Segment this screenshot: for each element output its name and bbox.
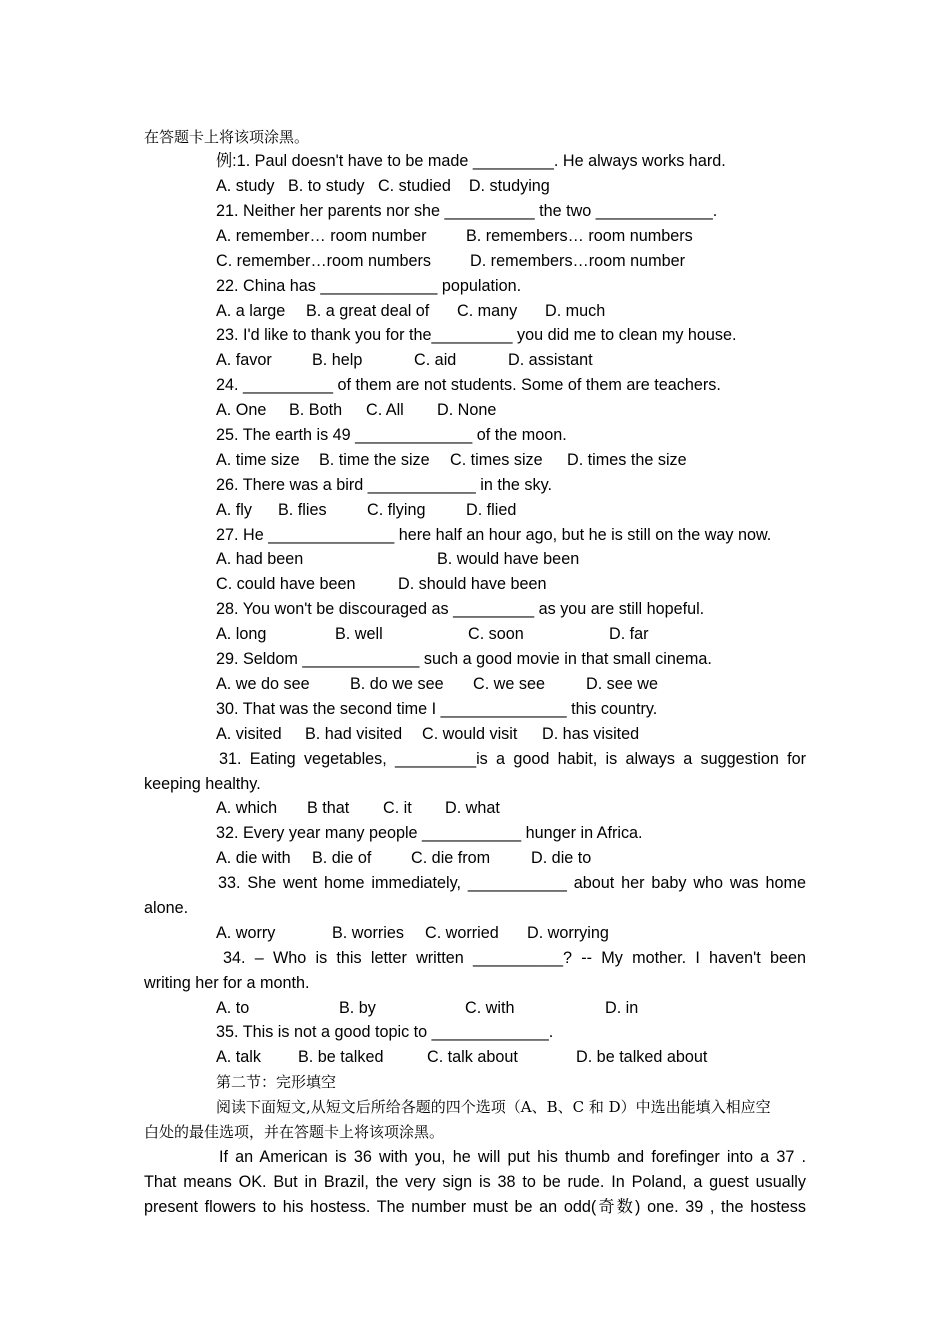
- option-b: B. time the size: [319, 451, 430, 469]
- option-c: C. soon: [468, 625, 524, 643]
- option-a: A. remember… room number: [216, 227, 427, 245]
- option-d: D. in: [605, 999, 639, 1017]
- question-31-options: [216, 796, 806, 821]
- option-d: D. be talked about: [576, 1048, 708, 1066]
- question-35-options: [216, 1045, 806, 1070]
- option-c: C. flying: [367, 501, 426, 519]
- option-a: A. time size: [216, 451, 300, 469]
- question-27: 27. He ______________ here half an hour ago, but he is still on the way now.: [216, 526, 772, 544]
- option-b: B. by: [339, 999, 376, 1017]
- question-27-options-ab: [216, 547, 806, 572]
- option-a: A. fly: [216, 501, 252, 519]
- option-c: C. with: [465, 999, 515, 1017]
- question-31: 31. Eating vegetables, _________is a good habit, is always a suggestion for: [219, 750, 806, 768]
- question-25-options: [216, 448, 806, 473]
- option-a: A. had been: [216, 550, 304, 568]
- question-24: 24. __________ of them are not students. Some of them are teachers.: [216, 376, 721, 394]
- option-c: C. we see: [473, 675, 545, 693]
- question-32-options: [216, 846, 806, 871]
- option-d: D. what: [445, 799, 500, 817]
- option-d: D. None: [437, 401, 497, 419]
- question-21-options-ab: [216, 224, 806, 249]
- option-b: B that: [307, 799, 350, 817]
- option-d: D. much: [545, 302, 606, 320]
- option-b: B. a great deal of: [306, 302, 430, 320]
- option-d: D. see we: [586, 675, 658, 693]
- passage-line: If an American is 36 with you, he will put his thumb and forefinger into a 37 .: [219, 1148, 806, 1166]
- option-b: B. had visited: [305, 725, 403, 743]
- option-c: C. it: [383, 799, 412, 817]
- option-d: D. flied: [466, 501, 517, 519]
- question-34: 34. – Who is this letter written __________? -- My mother. I haven't been: [223, 949, 806, 967]
- option-c: C. times size: [450, 451, 543, 469]
- option-a: A. One: [216, 401, 267, 419]
- option-c: C. worried: [425, 924, 499, 942]
- question-29-options: [216, 672, 806, 697]
- option-d: D. die to: [531, 849, 592, 867]
- cloze-instructions: 阅读下面短文,从短文后所给各题的四个选项（A、B、C 和 D）中选出能填入相应空: [216, 1098, 771, 1116]
- option-b: B. Both: [289, 401, 343, 419]
- option-b: B. do we see: [350, 675, 444, 693]
- option-b: B. help: [312, 351, 363, 369]
- option-c: C. All: [366, 401, 404, 419]
- option-a: A. a large: [216, 302, 286, 320]
- option-d: D. assistant: [508, 351, 593, 369]
- question-23-options: [216, 348, 806, 373]
- question-35: 35. This is not a good topic to _____________.: [216, 1023, 554, 1041]
- question-26: 26. There was a bird ____________ in the sky.: [216, 476, 552, 494]
- question-28-options: [216, 622, 806, 647]
- option-b: B. die of: [312, 849, 372, 867]
- question-24-options: [216, 398, 806, 423]
- question-30: 30. That was the second time I ______________ this country.: [216, 700, 658, 718]
- option-a: A. to: [216, 999, 250, 1017]
- option-d: D. has visited: [542, 725, 640, 743]
- question-23: 23. I'd like to thank you for the_________ you did me to clean my house.: [216, 326, 737, 344]
- cloze-instructions-continued: 白处的最佳选项，并在答题卡上将该项涂黑。: [144, 1123, 445, 1141]
- section-heading: 第二节：完形填空: [216, 1073, 337, 1091]
- option-d: D. should have been: [398, 575, 547, 593]
- option-b: B. would have been: [437, 550, 580, 568]
- option-d: D. worrying: [527, 924, 609, 942]
- option-c: C. would visit: [422, 725, 518, 743]
- question-21-options-cd: [216, 249, 806, 274]
- question-32: 32. Every year many people ___________ hunger in Africa.: [216, 824, 643, 842]
- option-a: A. favor: [216, 351, 272, 369]
- question-27-options-cd: [216, 572, 806, 597]
- option-c: C. many: [457, 302, 518, 320]
- question-33-continued: alone.: [144, 899, 189, 917]
- passage-line: present flowers to his hostess. The number must be an odd(奇数) one. 39 , the hostess: [144, 1198, 806, 1216]
- question-25: 25. The earth is 49 _____________ of the moon.: [216, 426, 567, 444]
- option-c: C. could have been: [216, 575, 356, 593]
- option-c: C. aid: [414, 351, 457, 369]
- question-34-options: [216, 996, 806, 1021]
- option-d: D. remembers…room number: [470, 252, 685, 270]
- question-33: 33. She went home immediately, ___________ about her baby who was home: [218, 874, 806, 892]
- question-22-options: [216, 299, 806, 324]
- option-a: A. die with: [216, 849, 291, 867]
- option-b: B. well: [335, 625, 383, 643]
- example-question: 例:1. Paul doesn't have to be made _________. He always works hard.: [216, 152, 726, 170]
- option-a: A. we do see: [216, 675, 310, 693]
- option-a: A. talk: [216, 1048, 261, 1066]
- option-a: A. long: [216, 625, 267, 643]
- option-d: D. times the size: [567, 451, 687, 469]
- option-b: B. be talked: [298, 1048, 384, 1066]
- option-c: C. die from: [411, 849, 491, 867]
- question-22: 22. China has _____________ population.: [216, 277, 522, 295]
- option-b: B. flies: [278, 501, 327, 519]
- option-c: C. talk about: [427, 1048, 518, 1066]
- passage-line: That means OK. But in Brazil, the very sign is 38 to be rude. In Poland, a guest usually: [144, 1173, 806, 1191]
- instruction-line: 在答题卡上将该项涂黑。: [144, 128, 310, 146]
- question-26-options: [216, 498, 806, 523]
- option-c: C. remember…room numbers: [216, 252, 431, 270]
- example-options: A. study B. to study C. studied D. studying: [216, 177, 550, 195]
- question-21: 21. Neither her parents nor she __________ the two _____________.: [216, 202, 718, 220]
- option-a: A. worry: [216, 924, 276, 942]
- question-29: 29. Seldom _____________ such a good movie in that small cinema.: [216, 650, 712, 668]
- option-b: B. remembers… room numbers: [466, 227, 693, 245]
- question-31-continued: keeping healthy.: [144, 775, 261, 793]
- option-d: D. far: [609, 625, 649, 643]
- question-34-continued: writing her for a month.: [144, 974, 310, 992]
- option-b: B. worries: [332, 924, 404, 942]
- question-28: 28. You won't be discouraged as _________ as you are still hopeful.: [216, 600, 705, 618]
- question-30-options: [216, 722, 806, 747]
- option-a: A. which: [216, 799, 278, 817]
- option-a: A. visited: [216, 725, 282, 743]
- question-33-options: [216, 921, 806, 946]
